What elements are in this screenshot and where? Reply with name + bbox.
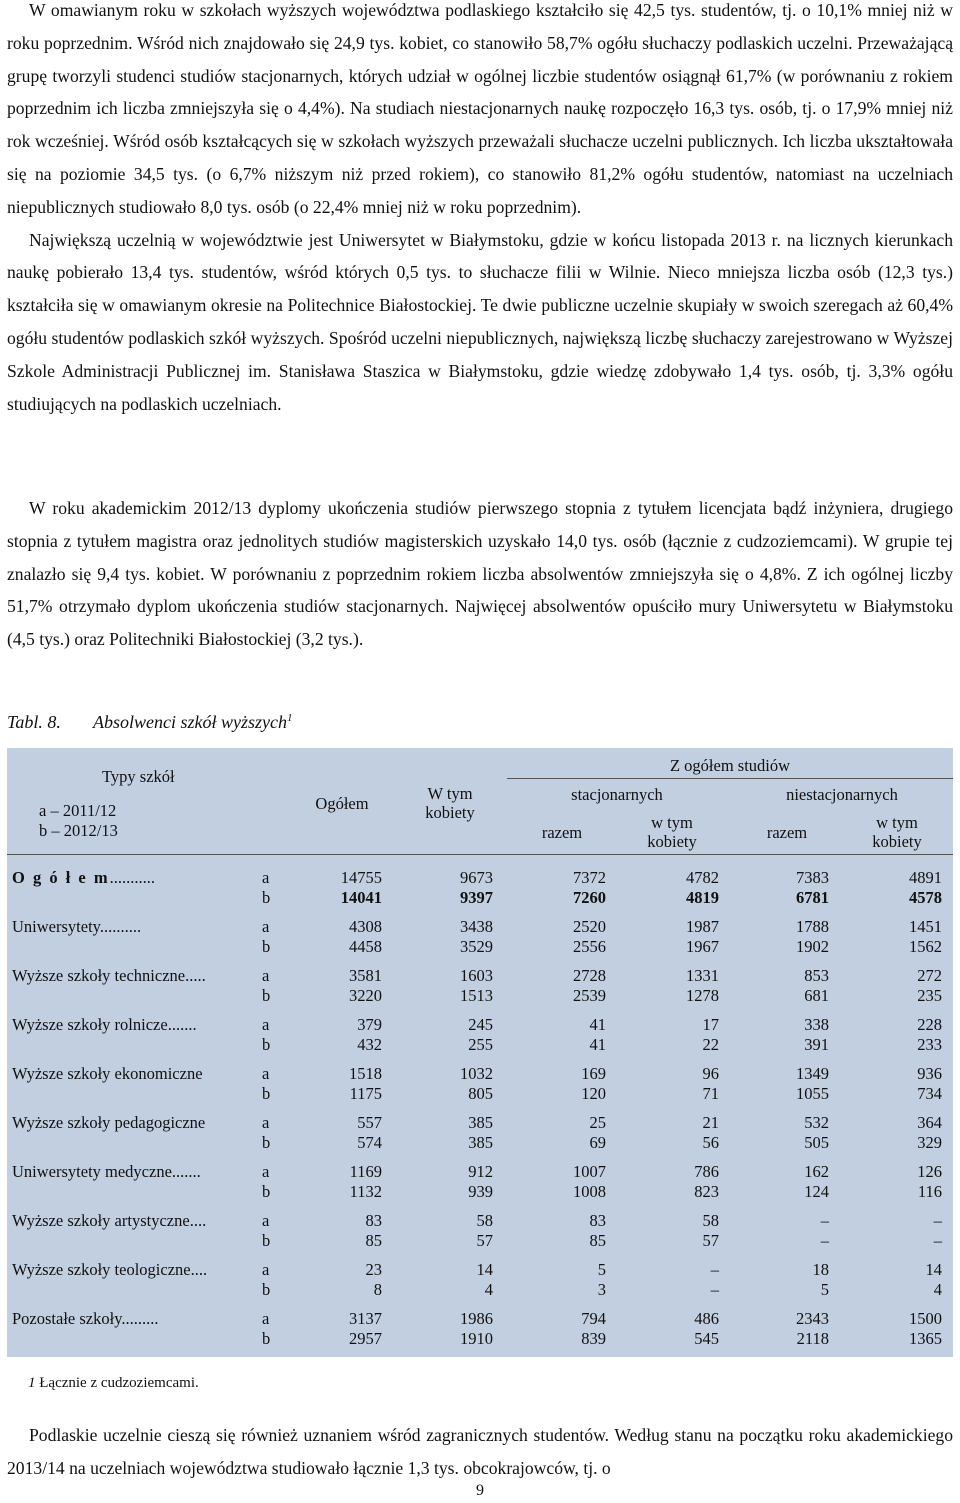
- cell-total-a: 1169: [349, 1162, 382, 1181]
- cell-stationary-women-a: 1331: [686, 966, 719, 985]
- table-row: [7, 1162, 953, 1202]
- cell-nonstationary-women-b: 734: [917, 1084, 942, 1103]
- table-row: [7, 1113, 953, 1153]
- year-marker-b: b: [262, 1329, 271, 1348]
- row-label-text: Wyższe szkoły pedagogiczne: [12, 1113, 206, 1132]
- cell-stationary-women-b: 56: [702, 1133, 719, 1152]
- row-label: [12, 1162, 201, 1182]
- cell-total-a: 3581: [349, 966, 382, 985]
- cell-nonstationary-women-a: –: [933, 1211, 942, 1230]
- cell-nonstationary-total-a: 338: [804, 1015, 829, 1034]
- cell-nonstationary-women-b: 235: [917, 986, 942, 1005]
- cell-nonstationary-women-a: 126: [917, 1162, 942, 1181]
- cell-stationary-total-b: 41: [589, 1035, 606, 1054]
- cell-total-b: 1175: [349, 1084, 382, 1103]
- cell-stationary-women-b: 4819: [686, 888, 719, 907]
- cell-women-b: 805: [468, 1084, 493, 1103]
- cell-nonstationary-women-a: 1451: [909, 917, 942, 936]
- table-row: [7, 1015, 953, 1055]
- table-row: [7, 868, 953, 908]
- cell-stationary-women-a: 4782: [686, 868, 719, 887]
- cell-stationary-total-b: 839: [581, 1329, 606, 1348]
- cell-stationary-total-a: 1007: [573, 1162, 606, 1181]
- cell-women-b: 4: [484, 1280, 493, 1299]
- cell-women-b: 939: [468, 1182, 493, 1201]
- row-label-text: Pozostałe szkoły: [12, 1309, 122, 1328]
- header-stationary: stacjonarnych: [571, 785, 663, 804]
- cell-total-b: 574: [357, 1133, 382, 1152]
- cell-stationary-women-b: 823: [694, 1182, 719, 1201]
- table-row: [7, 1211, 953, 1251]
- cell-women-a: 58: [476, 1211, 493, 1230]
- table-caption: Absolwenci szkół wyższych: [93, 712, 287, 732]
- year-marker-a: a: [262, 1064, 270, 1083]
- header-total: Ogółem: [315, 794, 369, 813]
- year-marker-a: a: [262, 917, 270, 936]
- year-marker-b: b: [262, 1182, 271, 1201]
- row-label: [12, 1113, 205, 1133]
- cell-women-b: 9397: [460, 888, 493, 907]
- cell-stationary-total-a: 83: [589, 1211, 606, 1230]
- cell-women-b: 1910: [460, 1329, 493, 1348]
- cell-stationary-women-a: 17: [702, 1015, 719, 1034]
- cell-stationary-total-a: 25: [589, 1113, 606, 1132]
- cell-nonstationary-women-b: –: [933, 1231, 942, 1250]
- table-row: [7, 1064, 953, 1104]
- cell-stationary-total-a: 41: [589, 1015, 606, 1034]
- cell-women-b: 255: [468, 1035, 493, 1054]
- cell-stationary-women-b: 545: [694, 1329, 719, 1348]
- cell-stationary-total-b: 7260: [573, 888, 606, 907]
- cell-nonstationary-total-a: 1349: [796, 1064, 829, 1083]
- cell-nonstationary-women-a: 364: [917, 1113, 942, 1132]
- header-women: W tym kobiety: [425, 784, 475, 822]
- table-title: [7, 712, 292, 733]
- page-number: 9: [476, 1482, 484, 1499]
- year-marker-a: a: [262, 1211, 270, 1230]
- table-row: [7, 1260, 953, 1300]
- cell-total-a: 23: [365, 1260, 382, 1279]
- cell-stationary-women-b: 1967: [686, 937, 719, 956]
- cell-stationary-women-a: 486: [694, 1309, 719, 1328]
- cell-nonstationary-total-a: –: [820, 1211, 829, 1230]
- year-marker-b: b: [262, 888, 271, 907]
- cell-women-a: 245: [468, 1015, 493, 1034]
- row-label: [12, 1064, 203, 1084]
- cell-stationary-total-b: 3: [597, 1280, 606, 1299]
- row-label-text: O g ó ł e m: [12, 868, 110, 887]
- row-label-dots: .......: [171, 1162, 201, 1181]
- cell-nonstationary-total-b: –: [820, 1231, 829, 1250]
- cell-women-a: 9673: [460, 868, 493, 887]
- paragraph-graduates: W roku akademickim 2012/13 dyplomy ukończenia studiów pierwszego stopnia z tytułem licencjata bądź inżyniera, drugiego stopnia z tytułem magistra oraz jednolitych studiów magisterskich uzyskało 14,0 tys. osób (łącznie z cudzoziemcami). W grupie tej znalazło się 9,4 tys. kobiet. W porównaniu z poprzednim rokiem liczba absolwentów zmniejszyła się o 4,8%. Z ich ogólnej liczby 51,7% otrzymało dyplom ukończenia studiów stacjonarnych. Najwięcej absolwentów opuściło mury Uniwersytetu w Białymstoku (4,5 tys.) oraz Politechniki Białostockiej (3,2 tys.).: [7, 498, 953, 650]
- cell-women-a: 912: [468, 1162, 493, 1181]
- header-year-a: a – 2011/12: [39, 801, 117, 820]
- cell-nonstationary-total-a: 1788: [796, 917, 829, 936]
- year-marker-a: a: [262, 1309, 270, 1328]
- cell-stationary-women-a: –: [710, 1260, 719, 1279]
- footnote-text: Łącznie z cudzoziemcami.: [35, 1375, 199, 1391]
- cell-women-a: 385: [468, 1113, 493, 1132]
- cell-nonstationary-women-b: 329: [917, 1133, 942, 1152]
- cell-nonstationary-total-b: 391: [804, 1035, 829, 1054]
- year-marker-a: a: [262, 1113, 270, 1132]
- cell-total-a: 4308: [349, 917, 382, 936]
- header-nonstationary-women: w tym kobiety: [872, 813, 922, 851]
- cell-total-a: 379: [357, 1015, 382, 1034]
- cell-nonstationary-women-a: 228: [917, 1015, 942, 1034]
- cell-stationary-total-a: 7372: [573, 868, 606, 887]
- cell-nonstationary-total-b: 2118: [796, 1329, 829, 1348]
- cell-nonstationary-total-b: 1055: [796, 1084, 829, 1103]
- row-label-dots: ....: [189, 1211, 207, 1230]
- cell-nonstationary-total-a: 162: [804, 1162, 829, 1181]
- year-marker-a: a: [262, 1015, 270, 1034]
- cell-total-b: 8: [373, 1280, 382, 1299]
- year-marker-a: a: [262, 966, 270, 985]
- cell-nonstationary-total-a: 853: [804, 966, 829, 985]
- row-label-text: Wyższe szkoły artystyczne: [12, 1211, 190, 1230]
- header-types: Typy szkół: [102, 767, 175, 786]
- cell-nonstationary-total-b: 6781: [796, 888, 829, 907]
- cell-nonstationary-women-b: 1562: [909, 937, 942, 956]
- cell-stationary-women-a: 1987: [686, 917, 719, 936]
- row-label-text: Uniwersytety medyczne: [12, 1162, 172, 1181]
- row-label: [12, 966, 206, 986]
- cell-women-b: 57: [476, 1231, 493, 1250]
- table-number: Tabl. 8.: [7, 712, 61, 732]
- row-label-text: Wyższe szkoły rolnicze: [12, 1015, 168, 1034]
- cell-nonstationary-women-a: 4891: [909, 868, 942, 887]
- cell-stationary-total-b: 69: [589, 1133, 606, 1152]
- cell-total-b: 432: [357, 1035, 382, 1054]
- row-label-dots: .........: [121, 1309, 159, 1328]
- year-marker-a: a: [262, 1260, 270, 1279]
- header-rule: [507, 778, 953, 779]
- cell-nonstationary-total-a: 7383: [796, 868, 829, 887]
- cell-total-a: 83: [365, 1211, 382, 1230]
- cell-nonstationary-women-b: 1365: [909, 1329, 942, 1348]
- cell-nonstationary-total-b: 5: [820, 1280, 829, 1299]
- cell-stationary-total-b: 2556: [573, 937, 606, 956]
- cell-stationary-total-b: 120: [581, 1084, 606, 1103]
- year-marker-b: b: [262, 1084, 271, 1103]
- cell-women-a: 1603: [460, 966, 493, 985]
- cell-stationary-women-b: 22: [702, 1035, 719, 1054]
- year-marker-b: b: [262, 1035, 271, 1054]
- cell-stationary-women-a: 786: [694, 1162, 719, 1181]
- paragraph-students: W omawianym roku w szkołach wyższych województwa podlaskiego kształciło się 42,5 tys. studentów, tj. o 10,1% mniej niż w roku poprzednim. Wśród nich znajdowało się 24,9 tys. kobiet, co stanowiło 58,7% ogółu słuchaczy podlaskich uczelni. Przeważającą grupę tworzyli studenci studiów stacjonarnych, których udział w ogólnej liczbie studentów osiągnął 61,7% (w porównaniu z rokiem poprzednim ich liczba zmniejszyła się o 4,4%). Na studiach niestacjonarnych naukę rozpoczęło 16,3 tys. osób, tj. o 17,9% mniej niż rok wcześniej. Wśród osób kształcących się w szkołach wyższych przeważali słuchacze uczelni publicznych. Ich liczba ukształtowała się na poziomie 34,5 tys. (o 6,7% niższym niż przed rokiem), co stanowiło 81,2% ogółu studentów, natomiast na uczelniach niepublicznych studiowało 8,0 tys. osób (o 22,4% mniej niż w roku poprzednim). Największą uczelnią w województwie jest Uniwersytet w Białymstoku, gdzie w końcu listopada 2013 r. na licznych kierunkach naukę pobierało 13,4 tys. studentów, wśród których 0,5 tys. to słuchacze filii w Wilnie. Nieco mniejsza liczba osób (12,3 tys.) kształciła się w omawianym okresie na Politechnice Białostockiej. Te dwie publiczne uczelnie skupiały w swoich szeregach aż 60,4% ogółu studentów podlaskich szkół wyższych. Spośród uczelni niepublicznych, największą liczbę słuchaczy zarejestrowano w Wyższej Szkole Administracji Publicznej im. Stanisława Staszica w Białymstoku, gdzie wiedzę zdobywało 1,4 tys. osób, tj. 3,3% ogółu studiujących na podlaskich uczelniach.: [7, 0, 953, 414]
- cell-nonstationary-total-b: 505: [804, 1133, 829, 1152]
- year-marker-b: b: [262, 937, 271, 956]
- year-marker-b: b: [262, 986, 271, 1005]
- cell-total-b: 85: [365, 1231, 382, 1250]
- year-marker-a: a: [262, 868, 270, 887]
- row-label: [12, 868, 155, 888]
- cell-nonstationary-women-b: 4578: [909, 888, 942, 907]
- row-label: [12, 1015, 197, 1035]
- cell-stationary-total-a: 2728: [573, 966, 606, 985]
- row-label-dots: ..........: [99, 917, 142, 936]
- cell-nonstationary-total-b: 681: [804, 986, 829, 1005]
- year-marker-a: a: [262, 1162, 270, 1181]
- cell-stationary-women-a: 96: [702, 1064, 719, 1083]
- cell-nonstationary-women-a: 1500: [909, 1309, 942, 1328]
- table-row: [7, 966, 953, 1006]
- row-label: [12, 917, 141, 937]
- table-footnote: [28, 1375, 199, 1392]
- cell-nonstationary-women-a: 14: [925, 1260, 942, 1279]
- row-label-dots: ...........: [109, 868, 155, 887]
- header-nonstationary-total: razem: [766, 823, 808, 842]
- cell-women-a: 14: [476, 1260, 493, 1279]
- year-marker-b: b: [262, 1280, 271, 1299]
- paragraph-foreigners: Podlaskie uczelnie cieszą się również uznaniem wśród zagranicznych studentów. Według stanu na początku roku akademickiego 2013/14 na uczelniach województwa studiowało łącznie 1,3 tys. obcokrajowców, tj. o: [7, 1425, 953, 1478]
- header-stationary-women: w tym kobiety: [647, 813, 697, 851]
- cell-total-b: 2957: [349, 1329, 382, 1348]
- table-row: [7, 917, 953, 957]
- row-label: [12, 1211, 206, 1231]
- cell-women-a: 3438: [460, 917, 493, 936]
- cell-women-b: 385: [468, 1133, 493, 1152]
- row-label-dots: .....: [185, 966, 206, 985]
- header-of-total: Z ogółem studiów: [669, 756, 791, 775]
- cell-stationary-women-b: 1278: [686, 986, 719, 1005]
- cell-nonstationary-women-b: 233: [917, 1035, 942, 1054]
- footnote-number: 1: [28, 1375, 36, 1391]
- row-label: [12, 1309, 159, 1329]
- cell-stationary-women-b: –: [710, 1280, 719, 1299]
- cell-nonstationary-total-a: 532: [804, 1113, 829, 1132]
- cell-stationary-women-a: 21: [702, 1113, 719, 1132]
- cell-total-b: 1132: [349, 1182, 382, 1201]
- year-marker-b: b: [262, 1231, 271, 1250]
- cell-nonstationary-total-a: 18: [812, 1260, 829, 1279]
- cell-total-a: 14755: [340, 868, 382, 887]
- cell-nonstationary-total-a: 2343: [796, 1309, 829, 1328]
- year-marker-b: b: [262, 1133, 271, 1152]
- header-bottom-rule: [7, 854, 953, 855]
- header-year-b: b – 2012/13: [39, 821, 118, 840]
- row-label-text: Uniwersytety: [12, 917, 100, 936]
- cell-stationary-women-b: 57: [702, 1231, 719, 1250]
- cell-stationary-total-b: 85: [589, 1231, 606, 1250]
- row-label-text: Wyższe szkoły techniczne: [12, 966, 186, 985]
- cell-total-b: 4458: [349, 937, 382, 956]
- cell-nonstationary-women-a: 936: [917, 1064, 942, 1083]
- cell-stationary-total-b: 1008: [573, 1182, 606, 1201]
- row-label-text: Wyższe szkoły teologiczne: [12, 1260, 191, 1279]
- cell-total-b: 3220: [349, 986, 382, 1005]
- row-label-dots: .......: [167, 1015, 197, 1034]
- cell-stationary-women-a: 58: [702, 1211, 719, 1230]
- header-nonstationary: niestacjonarnych: [786, 785, 898, 804]
- cell-total-a: 1518: [349, 1064, 382, 1083]
- cell-nonstationary-total-b: 1902: [796, 937, 829, 956]
- cell-nonstationary-total-b: 124: [804, 1182, 829, 1201]
- cell-nonstationary-women-a: 272: [917, 966, 942, 985]
- cell-nonstationary-women-b: 4: [933, 1280, 942, 1299]
- cell-stationary-women-b: 71: [702, 1084, 719, 1103]
- row-label: [12, 1260, 207, 1280]
- graduates-table: [7, 748, 953, 1357]
- cell-women-b: 3529: [460, 937, 493, 956]
- cell-stationary-total-a: 169: [581, 1064, 606, 1083]
- cell-nonstationary-women-b: 116: [917, 1182, 942, 1201]
- table-row: [7, 1309, 953, 1349]
- cell-stationary-total-b: 2539: [573, 986, 606, 1005]
- table-caption-footnote-ref: 1: [286, 712, 293, 724]
- cell-stationary-total-a: 5: [597, 1260, 606, 1279]
- cell-total-a: 557: [357, 1113, 382, 1132]
- cell-women-a: 1032: [460, 1064, 493, 1083]
- cell-women-b: 1513: [460, 986, 493, 1005]
- header-stationary-total: razem: [541, 823, 583, 842]
- row-label-dots: ....: [190, 1260, 208, 1279]
- cell-stationary-total-a: 2520: [573, 917, 606, 936]
- row-label-text: Wyższe szkoły ekonomiczne: [12, 1064, 203, 1083]
- cell-stationary-total-a: 794: [581, 1309, 606, 1328]
- cell-women-a: 1986: [460, 1309, 493, 1328]
- cell-total-a: 3137: [349, 1309, 382, 1328]
- cell-total-b: 14041: [340, 888, 382, 907]
